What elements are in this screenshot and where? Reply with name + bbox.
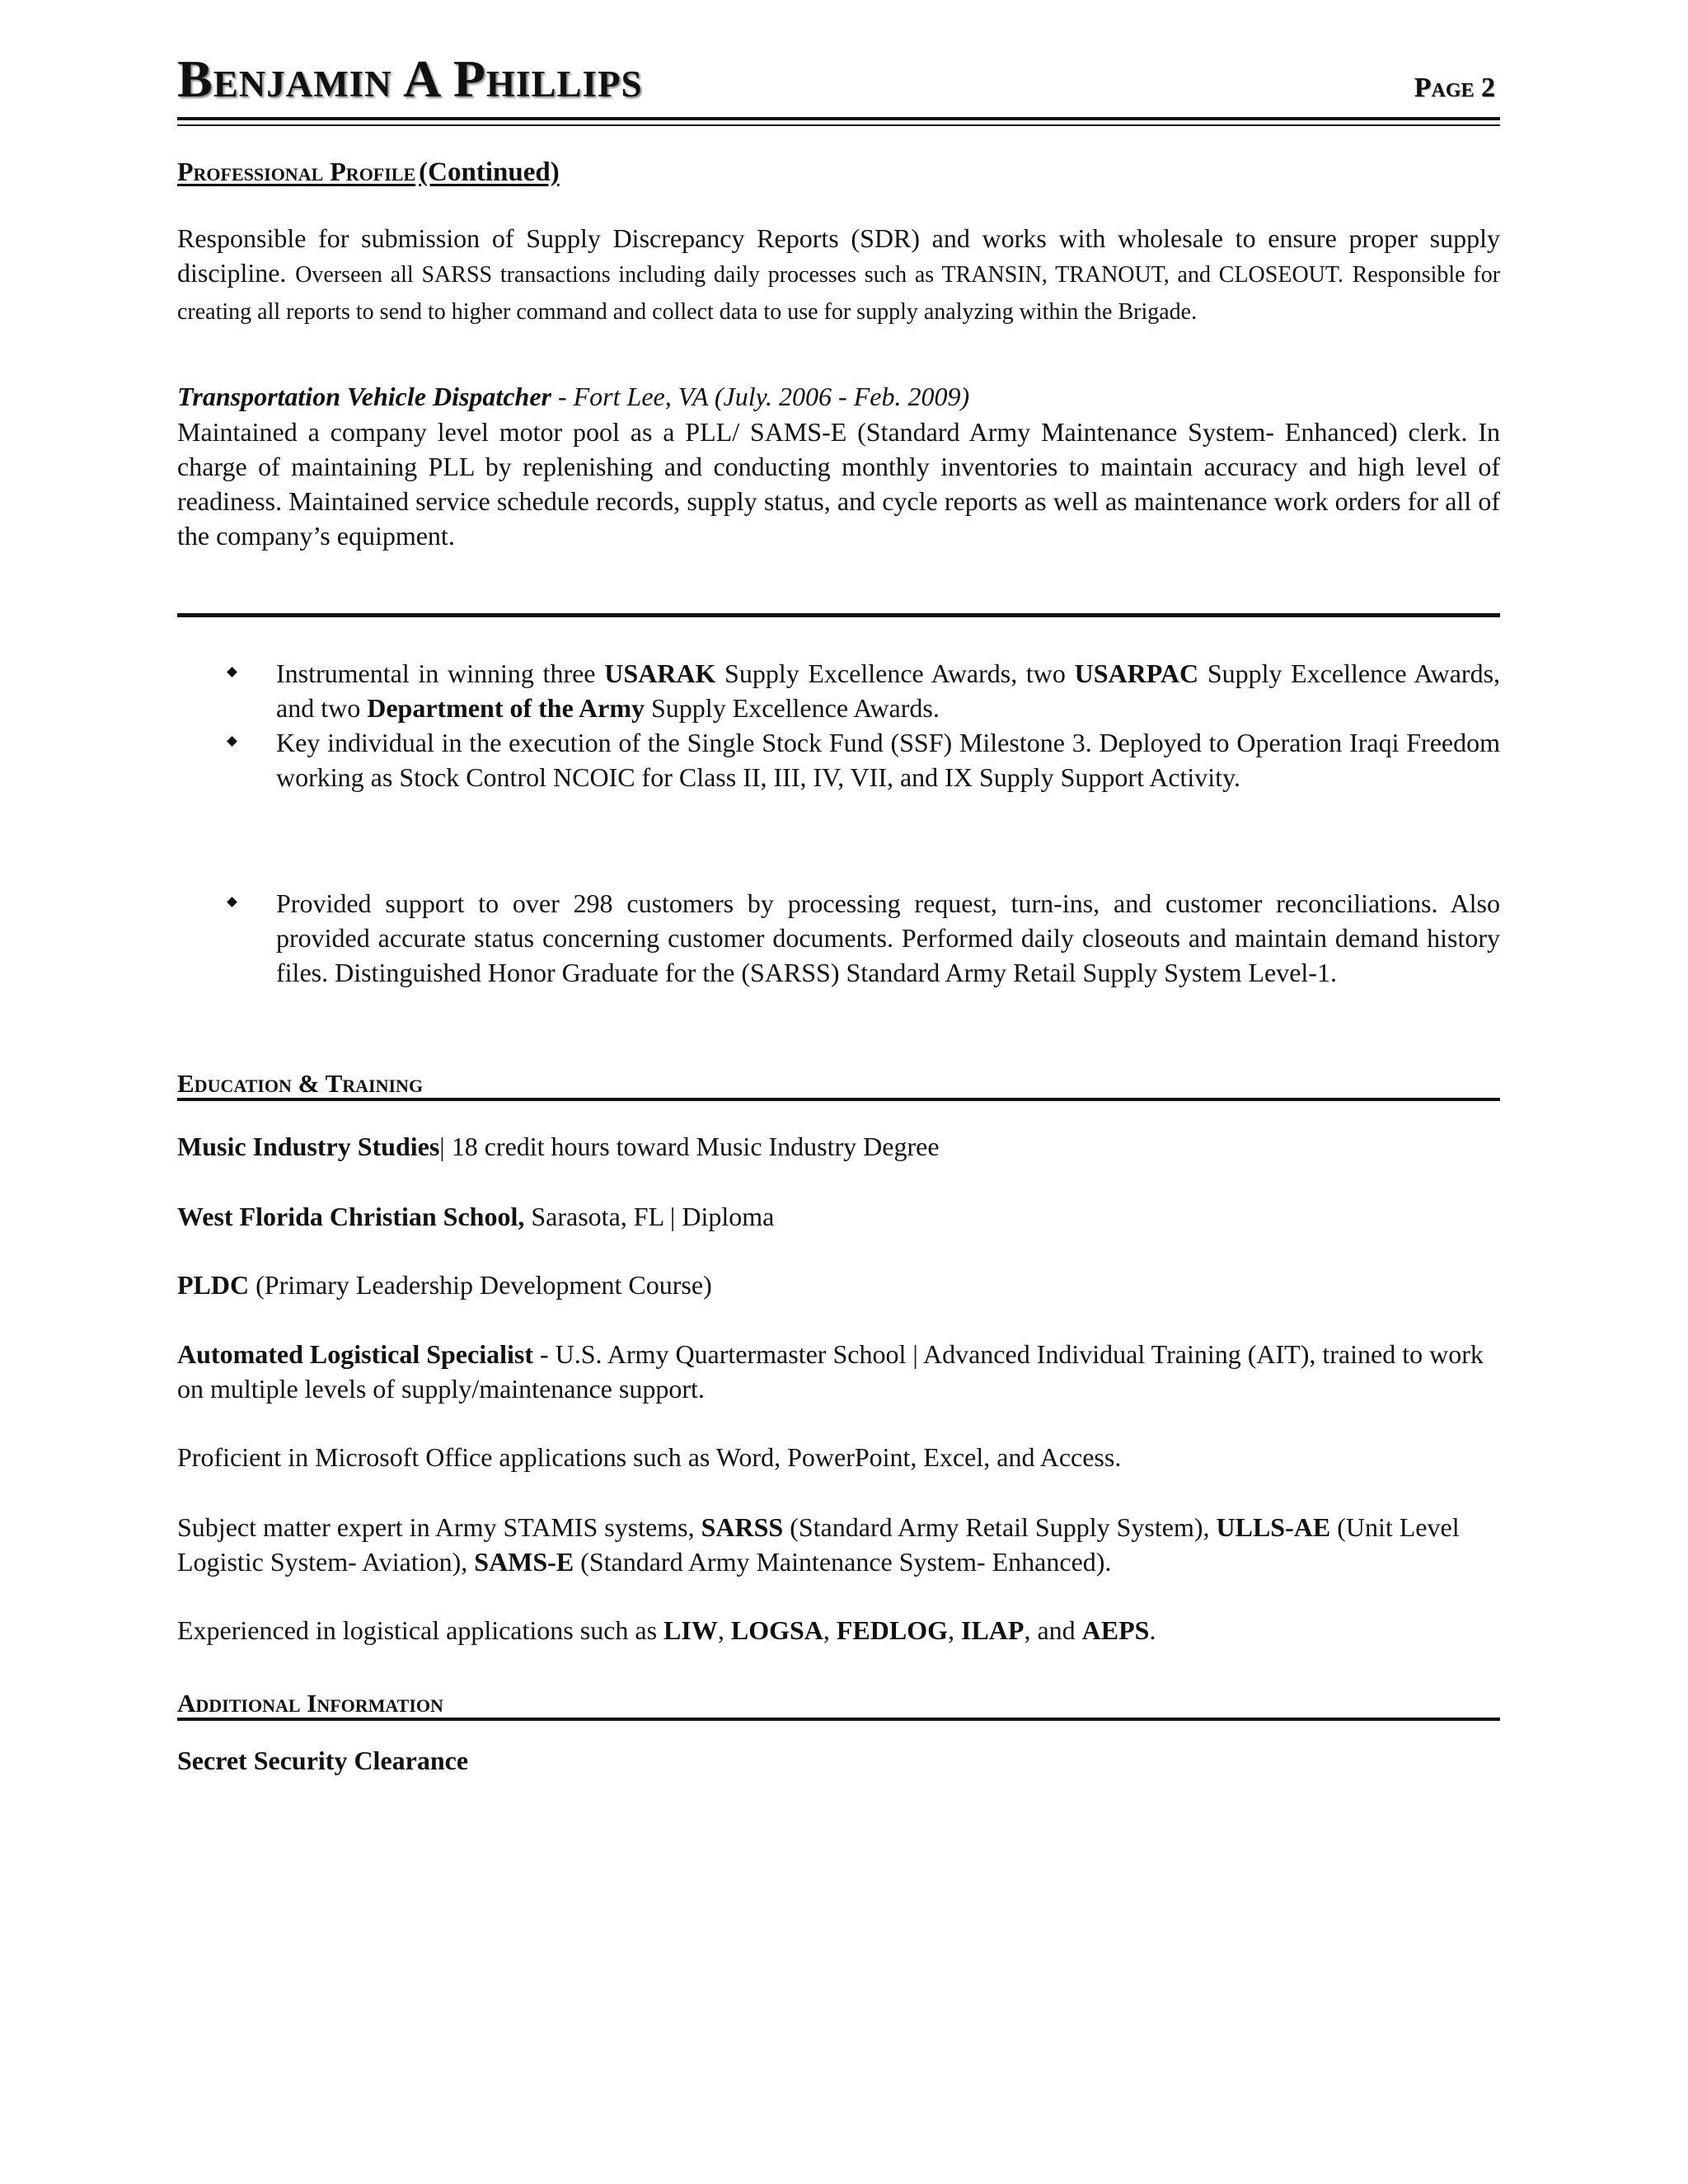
additional-heading: Additional Information bbox=[177, 1690, 1500, 1721]
education-school: Music Industry Studies bbox=[177, 1132, 440, 1161]
bullet-text: Key individual in the execution of the Single Stock Fund (SSF) Milestone 3. Deployed to Operation Iraqi Freedom working as Stock Control NCOIC for Class II, III, IV, VII, and IX Supply Support Activity. bbox=[276, 728, 1500, 792]
candidate-name: Benjamin A Phillips bbox=[177, 49, 643, 108]
education-item bbox=[177, 1337, 1500, 1406]
profile-text-2: Overseen all SARSS transactions including daily processes such as TRANSIN, TRANOUT, and CLOSEOUT. bbox=[295, 262, 1343, 288]
skill-bold: LIW bbox=[663, 1615, 718, 1645]
section-divider bbox=[177, 613, 1500, 617]
skill-bold: SAMS-E bbox=[474, 1547, 574, 1577]
education-item bbox=[177, 1268, 1500, 1302]
page-header bbox=[177, 49, 1500, 120]
skill-bold: SARSS bbox=[701, 1512, 784, 1542]
job-meta: - Fort Lee, VA (July. 2006 - Feb. 2009) bbox=[557, 382, 970, 411]
profile-heading bbox=[177, 157, 560, 188]
job-heading bbox=[177, 379, 1500, 414]
diamond-bullet-icon bbox=[227, 897, 237, 907]
education-detail: Sarasota, FL | Diploma bbox=[531, 1202, 775, 1231]
skill-bold: FEDLOG bbox=[836, 1615, 948, 1645]
education-school: Automated Logistical Specialist bbox=[177, 1339, 533, 1369]
bullet-text: Supply Excellence Awards, and two bbox=[276, 658, 1501, 723]
education-detail: (Primary Leadership Development Course) bbox=[256, 1270, 712, 1300]
education-heading: Education & Training bbox=[177, 1070, 1500, 1101]
clearance-text: Secret Security Clearance bbox=[177, 1746, 469, 1775]
skill-text: (Unit Level Logistic System- Aviation), bbox=[177, 1512, 1460, 1577]
resume-page bbox=[177, 49, 1501, 1775]
list-item bbox=[276, 886, 1500, 990]
education-item bbox=[177, 1199, 1500, 1234]
list-item bbox=[276, 725, 1500, 794]
diamond-bullet-icon bbox=[227, 667, 237, 677]
education-school: West Florida Christian School, bbox=[177, 1202, 525, 1231]
bullet-text: Supply Excellence Awards. bbox=[651, 693, 940, 723]
job-description: Maintained a company level motor pool as a PLL/ SAMS-E (Standard Army Maintenance System- Enhanced) clerk. In charge of maintaining PLL by replenishing and conducting monthly inventories to maintain accuracy and high level of readiness. Maintained service schedule records, supply status, and cycle reports as well as maintenance work orders for all of the company’s equipment. bbox=[177, 417, 1500, 551]
skill-text: (Standard Army Retail Supply System), bbox=[790, 1512, 1210, 1542]
list-item bbox=[276, 656, 1500, 725]
profile-heading-title: Professional Profile bbox=[177, 157, 416, 186]
bullet-bold: USARPAC bbox=[1074, 658, 1199, 688]
security-clearance bbox=[177, 1743, 1500, 1778]
profile-text-3: Responsible for creating all reports to send to higher command and collect data to use for supply analyzing within the Brigade. bbox=[177, 262, 1501, 325]
skill-bold: ILAP bbox=[961, 1615, 1025, 1645]
skill-text: Subject matter expert in Army STAMIS systems, bbox=[177, 1512, 695, 1542]
bullet-text: Instrumental in winning three bbox=[276, 658, 596, 688]
education-school: PLDC bbox=[177, 1270, 250, 1300]
bullet-bold: USARAK bbox=[604, 658, 716, 688]
job-title: Transportation Vehicle Dispatcher bbox=[177, 382, 551, 411]
profile-text-1: Responsible for submission of Supply Discrepancy Reports (SDR) and works with wholesale to ensure proper supply discipline. bbox=[177, 223, 1500, 288]
skill-line: Experienced in logistical applications such as LIW, LOGSA, FEDLOG, ILAP, and AEPS. bbox=[177, 1615, 1156, 1645]
bullet-text: Provided support to over 298 customers by processing request, turn-ins, and customer reconciliations. Also provided accurate status concerning customer documents. Performed daily closeouts and maintain demand history files. Distinguished Honor Graduate for the (SARSS) Standard Army Retail Supply System Level-1. bbox=[276, 888, 1500, 987]
skill-line bbox=[177, 1510, 1500, 1579]
bullet-text: Supply Excellence Awards, two bbox=[724, 658, 1066, 688]
bullet-bold: Department of the Army bbox=[367, 693, 645, 723]
page-number: Page 2 bbox=[1414, 73, 1495, 103]
education-item bbox=[177, 1129, 1500, 1164]
education-detail: | 18 credit hours toward Music Industry Degree bbox=[439, 1132, 940, 1161]
skill-bold: AEPS bbox=[1081, 1615, 1150, 1645]
skill-bold: ULLS-AE bbox=[1216, 1512, 1331, 1542]
skill-bold: LOGSA bbox=[730, 1615, 823, 1645]
skill-text: Experienced in logistical applications such as bbox=[177, 1615, 658, 1645]
profile-paragraph bbox=[177, 221, 1500, 330]
skill-line: Proficient in Microsoft Office applications such as Word, PowerPoint, Excel, and Access. bbox=[177, 1442, 1122, 1472]
education-detail: - U.S. Army Quartermaster School | Advanced Individual Training (AIT), trained to work on multiple levels of supply/maintenance support. bbox=[177, 1339, 1484, 1404]
skill-text: (Standard Army Maintenance System- Enhanced). bbox=[580, 1547, 1112, 1577]
profile-heading-suffix: (Continued) bbox=[419, 157, 560, 187]
diamond-bullet-icon bbox=[227, 736, 237, 747]
